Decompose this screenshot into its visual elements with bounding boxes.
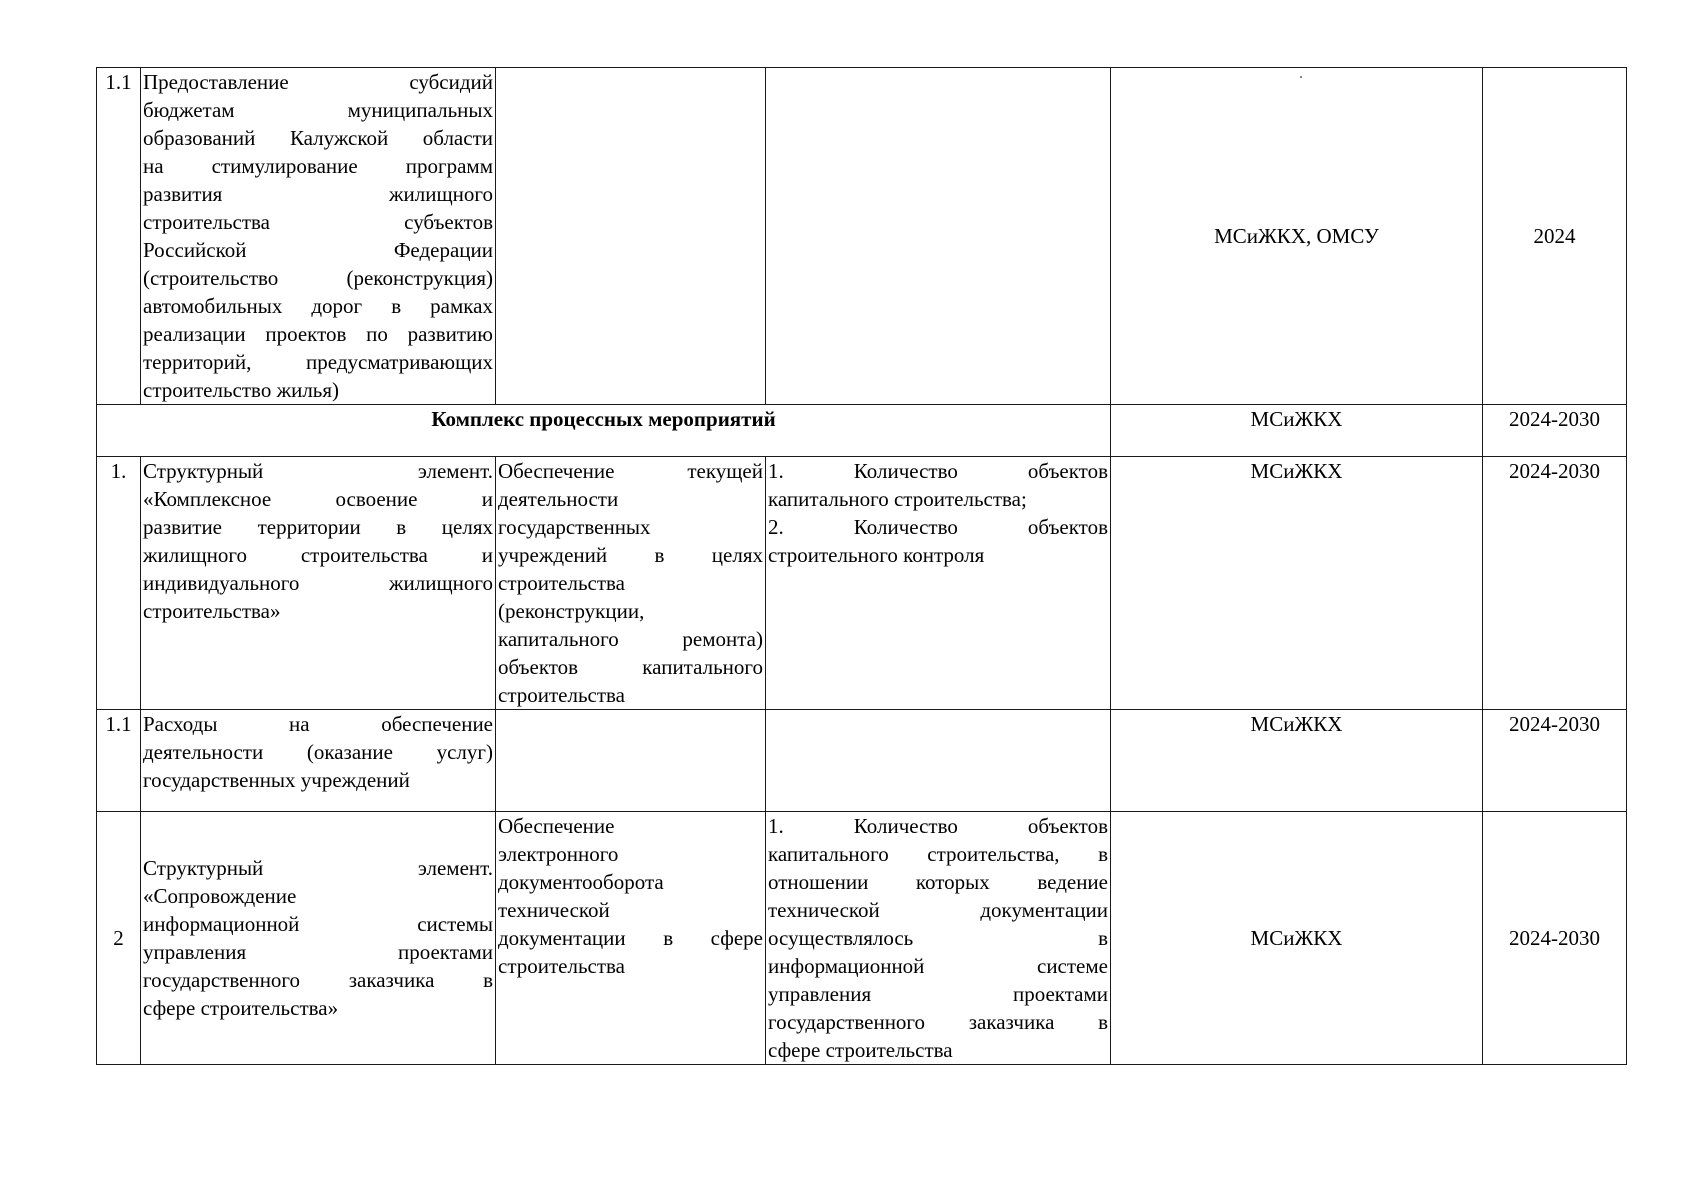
text-line: территорий, предусматривающих [143,350,493,374]
text-line: деятельности (оказание услуг) [143,740,493,764]
task-cell-empty [496,710,766,812]
text-line: (реконструкции, [498,599,645,623]
period: 2024-2030 [1483,812,1627,1065]
measure-name [141,812,496,1065]
text-line: строительство жилья) [143,378,340,402]
text-line: (строительство (реконструкция) [143,266,493,290]
text-line: капитального строительства, в [768,842,1108,866]
text-line: информационной системы [143,912,493,936]
text-line: строительства [498,954,626,978]
text-line: деятельности [498,487,619,511]
text-line: бюджетам муниципальных [143,98,493,122]
responsible: МСиЖКХ [1111,710,1483,812]
text-line: развития жилищного [143,182,493,206]
text-line: развитие территории в целях [143,515,493,539]
text-line: Обеспечение текущей [498,459,763,483]
text-line: Российской Федерации [143,238,493,262]
text-line: технической документации [768,898,1108,922]
text-line: образований Калужской области [143,126,493,150]
text-line: строительства [498,571,626,595]
text-line: 2. Количество объектов [768,515,1108,539]
row-number: 1. [97,457,141,710]
text-line: управления проектами [768,982,1108,1006]
text-line: Структурный элемент. [143,459,493,483]
text-line: «Комплексное освоение и [143,487,493,511]
text-line: 1. Количество объектов [768,459,1108,483]
measure-name [141,710,496,812]
text-line: сфере строительства [768,1038,953,1062]
text-line: осуществлялось в [768,926,1108,950]
text-line: отношении которых ведение [768,870,1108,894]
text-line: капитального строительства; [768,487,1027,511]
text-line: учреждений в целях [498,543,763,567]
measure-name [141,68,496,405]
text-line: строительства [498,683,626,707]
measures-table [96,67,1627,1065]
indicators [766,812,1111,1065]
text-line: Структурный элемент. [143,856,493,880]
period: 2024-2030 [1483,405,1627,457]
text-line: Обеспечение [498,814,615,838]
text-line: управления проектами [143,940,493,964]
indicators [766,457,1111,710]
period: 2024 [1483,68,1627,405]
text-line: государственных [498,515,651,539]
text-line: государственного заказчика в [143,968,493,992]
text-line: «Сопровождение [143,884,297,908]
task-description [496,457,766,710]
text-line: 1. Количество объектов [768,814,1108,838]
indicator-cell-empty [766,68,1111,405]
text-line: документооборота [498,870,664,894]
section-title: Комплекс процессных мероприятий [97,405,1111,457]
responsible: МСиЖКХ [1111,405,1483,457]
measure-name [141,457,496,710]
text-line: на стимулирование программ [143,154,493,178]
text-line: автомобильных дорог в рамках [143,294,493,318]
text-line: жилищного строительства и [143,543,493,567]
row-number: 1.1 [97,710,141,812]
text-line: государственного заказчика в [768,1010,1108,1034]
text-line: государственных учреждений [143,768,410,792]
text-line: технической [498,898,610,922]
text-line: документации в сфере [498,926,763,950]
responsible: МСиЖКХ [1111,812,1483,1065]
indicator-cell-empty [766,710,1111,812]
text-line: строительства» [143,599,281,623]
text-line: электронного [498,842,619,866]
row-number: 2 [97,812,141,1065]
text-line: сфере строительства» [143,996,339,1020]
text-line: Расходы на обеспечение [143,712,493,736]
task-cell-empty [496,68,766,405]
table-row-structural-1 [97,457,1627,710]
text-line: капитального ремонта) [498,627,763,651]
text-line: Предоставление субсидий [143,70,493,94]
task-description [496,812,766,1065]
text-line: реализации проектов по развитию [143,322,493,346]
text-line: объектов капитального [498,655,763,679]
text-line: индивидуального жилищного [143,571,493,595]
text-line: строительного контроля [768,543,985,567]
table-row-subsidies [97,68,1627,405]
responsible: МСиЖКХ [1111,457,1483,710]
section-row [97,405,1627,457]
scan-speck [1300,76,1302,78]
table-row-structural-2 [97,812,1627,1065]
text-line: строительства субъектов [143,210,493,234]
table-row-expenses [97,710,1627,812]
period: 2024-2030 [1483,710,1627,812]
period: 2024-2030 [1483,457,1627,710]
row-number: 1.1 [97,68,141,405]
responsible: МСиЖКХ, ОМСУ [1111,68,1483,405]
text-line: информационной системе [768,954,1108,978]
